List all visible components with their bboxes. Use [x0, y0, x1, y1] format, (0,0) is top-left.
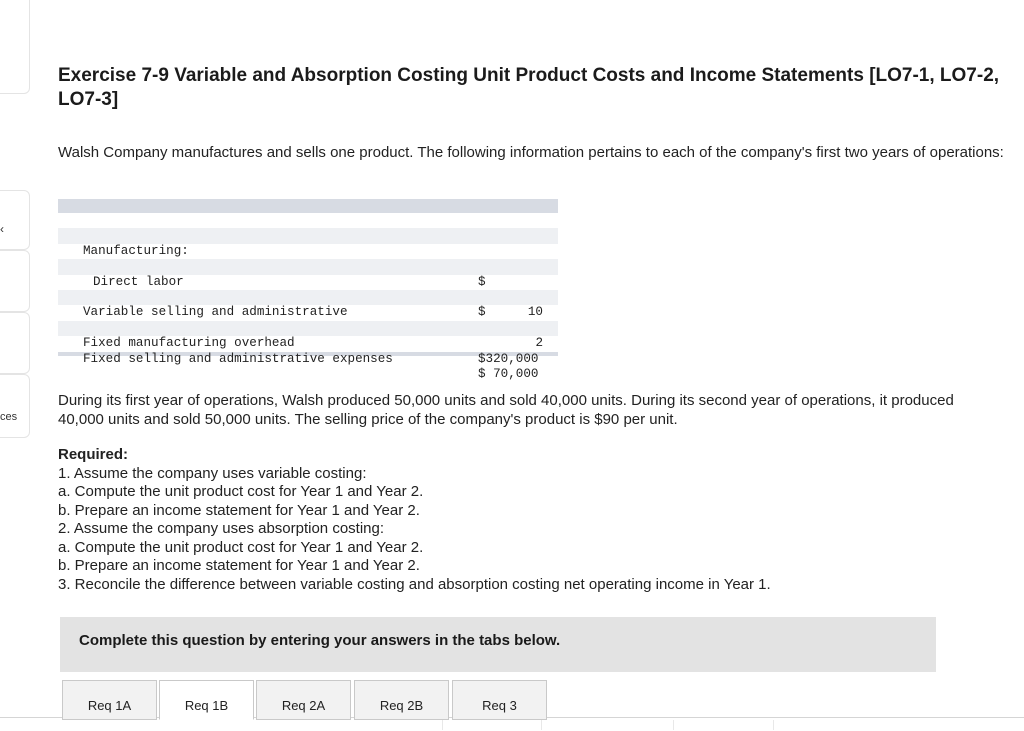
required-item: b. Prepare an income statement for Year 1 and Year 2. [58, 501, 420, 519]
required-item: 2. Assume the company uses absorption costing: [58, 520, 385, 537]
nav-card[interactable] [0, 374, 30, 438]
tab-req-2b[interactable]: Req 2B [354, 680, 449, 720]
cost-data-table [58, 199, 558, 381]
nav-card[interactable] [0, 312, 30, 374]
chevron-left-icon[interactable]: ‹ [0, 222, 4, 236]
intro-paragraph: Walsh Company manufactures and sells one product. The following information pertains to each of the company's first two years of operations: [58, 144, 1004, 161]
nav-card[interactable] [0, 190, 30, 250]
tab-req-3[interactable]: Req 3 [452, 680, 547, 720]
table-row [58, 228, 558, 258]
dollar-sign: $ [478, 305, 486, 320]
table-row [58, 213, 558, 228]
left-nav-rail [0, 0, 29, 730]
nav-card[interactable] [0, 250, 30, 312]
required-item: a. Compute the unit product cost for Year 1 and Year 2. [58, 483, 424, 500]
divider [773, 720, 774, 730]
row-label: Manufacturing: [83, 243, 189, 258]
row-value: 2 [535, 336, 543, 351]
row-label: Fixed manufacturing overhead [83, 336, 295, 351]
divider [673, 720, 674, 730]
row-value: $320,000 [478, 351, 539, 366]
dollar-sign: $ [478, 274, 486, 289]
row-value: $ 70,000 [478, 366, 539, 381]
instruction-text: Complete this question by entering your answers in the tabs below. [79, 632, 561, 649]
tab-req-1a[interactable]: Req 1A [62, 680, 157, 720]
exercise-title: Exercise 7-9 Variable and Absorption Costing Unit Product Costs and Income Statements [LO7-1, LO7-2, LO7-3] [58, 65, 1000, 110]
required-heading: Required: [58, 446, 129, 463]
divider [442, 720, 443, 730]
required-item: a. Compute the unit product cost for Year 1 and Year 2. [58, 538, 424, 556]
tab-req-2a[interactable]: Req 2A [256, 680, 351, 720]
table-row [58, 305, 558, 320]
nav-label-references[interactable]: ces [0, 411, 18, 423]
required-item: 1. Assume the company uses variable costing: [58, 464, 367, 482]
row-label: Variable selling and administrative [83, 305, 348, 320]
instruction-banner [60, 617, 936, 672]
row-label: Fixed selling and administrative expenses [83, 351, 393, 366]
required-item: b. Prepare an income statement for Year 1 and Year 2. [58, 557, 420, 574]
divider [541, 720, 542, 730]
row-label: Direct labor [93, 274, 184, 289]
required-section [58, 446, 1008, 594]
row-value: 10 [527, 305, 543, 320]
required-item: 3. Reconcile the difference between variable costing and absorption costing net operating income in Year 1. [58, 575, 771, 593]
scenario-paragraph: During its first year of operations, Walsh produced 50,000 units and sold 40,000 units. During its second year of operations, it produced 40,000 units and sold 50,000 units. The selling price of the company's product is $90 per unit. [58, 392, 954, 428]
tab-req-1b[interactable]: Req 1B [159, 680, 254, 720]
nav-card[interactable] [0, 0, 30, 94]
